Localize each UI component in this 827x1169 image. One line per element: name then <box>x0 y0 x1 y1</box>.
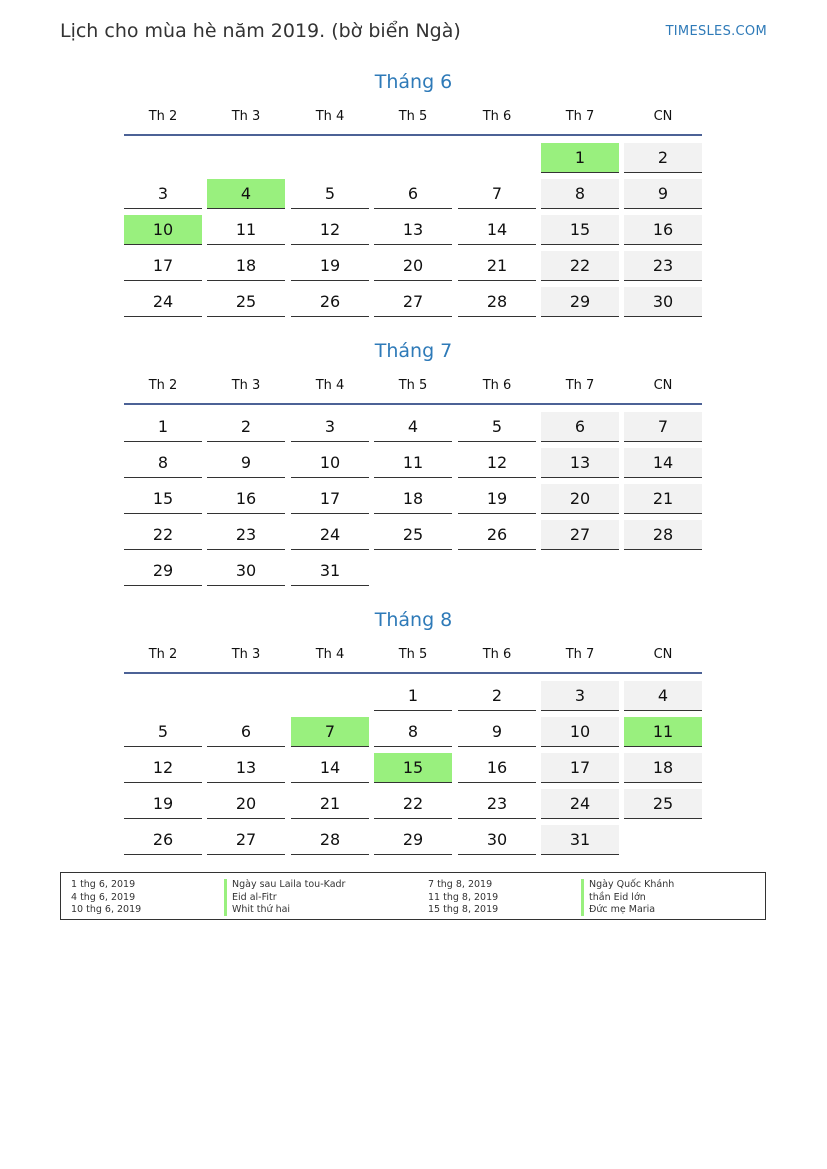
day-cell[interactable]: 5 <box>291 179 369 209</box>
day-cell[interactable]: 26 <box>124 825 202 855</box>
header-rule <box>124 403 702 405</box>
day-cell[interactable]: 26 <box>458 520 536 550</box>
header-rule <box>124 672 702 674</box>
day-cell[interactable]: 5 <box>458 412 536 442</box>
day-cell[interactable]: 20 <box>207 789 285 819</box>
weekday-label: Th 2 <box>148 378 178 393</box>
day-cell[interactable]: 9 <box>458 717 536 747</box>
weekday-label: Th 5 <box>398 378 428 393</box>
site-link[interactable]: TIMESLES.COM <box>665 24 767 39</box>
day-cell[interactable]: 5 <box>124 717 202 747</box>
day-cell[interactable]: 23 <box>458 789 536 819</box>
month-title: Tháng 6 <box>374 71 453 93</box>
day-cell[interactable]: 26 <box>291 287 369 317</box>
day-cell[interactable]: 22 <box>541 251 619 281</box>
day-cell-holiday[interactable]: 10 <box>124 215 202 245</box>
day-cell[interactable]: 24 <box>291 520 369 550</box>
legend-names-left <box>232 879 345 917</box>
month-title: Tháng 7 <box>374 340 453 362</box>
day-cell[interactable]: 19 <box>291 251 369 281</box>
day-cell[interactable]: 27 <box>374 287 452 317</box>
day-cell[interactable]: 2 <box>624 143 702 173</box>
weekday-label: CN <box>653 378 673 393</box>
day-cell[interactable]: 7 <box>624 412 702 442</box>
day-cell[interactable]: 15 <box>124 484 202 514</box>
day-cell[interactable]: 16 <box>458 753 536 783</box>
weekday-header <box>124 378 704 398</box>
day-cell[interactable]: 23 <box>624 251 702 281</box>
day-cell[interactable]: 9 <box>624 179 702 209</box>
day-cell[interactable]: 19 <box>124 789 202 819</box>
legend-name: Whit thứ hai <box>232 904 291 915</box>
day-cell[interactable]: 8 <box>374 717 452 747</box>
legend-name: Ngày Quốc Khánh <box>589 879 675 890</box>
day-cell[interactable]: 3 <box>541 681 619 711</box>
day-cell[interactable]: 17 <box>124 251 202 281</box>
weekday-label: CN <box>653 109 673 124</box>
day-cell[interactable]: 18 <box>207 251 285 281</box>
day-cell[interactable]: 12 <box>124 753 202 783</box>
weekday-label: CN <box>653 647 673 662</box>
weekday-label: Th 7 <box>565 378 595 393</box>
weekday-label: Th 4 <box>315 647 345 662</box>
legend-name: Đức mẹ Maria <box>589 904 656 915</box>
legend-names-right <box>589 879 674 917</box>
day-cell[interactable]: 3 <box>291 412 369 442</box>
day-cell[interactable]: 31 <box>541 825 619 855</box>
day-cell-holiday[interactable]: 1 <box>541 143 619 173</box>
weekday-label: Th 5 <box>398 109 428 124</box>
month-title: Tháng 8 <box>374 609 453 631</box>
day-cell[interactable]: 7 <box>458 179 536 209</box>
day-cell[interactable]: 13 <box>374 215 452 245</box>
day-cell[interactable]: 4 <box>624 681 702 711</box>
weekday-label: Th 6 <box>482 378 512 393</box>
legend-date: 7 thg 8, 2019 <box>428 879 493 890</box>
day-cell[interactable]: 10 <box>291 448 369 478</box>
weekday-label: Th 4 <box>315 378 345 393</box>
day-cell[interactable]: 10 <box>541 717 619 747</box>
day-cell[interactable]: 6 <box>374 179 452 209</box>
day-cell[interactable]: 1 <box>124 412 202 442</box>
day-cell[interactable]: 20 <box>374 251 452 281</box>
legend-holiday-bar <box>581 879 584 916</box>
legend-date: 1 thg 6, 2019 <box>71 879 136 890</box>
day-cell[interactable]: 30 <box>207 556 285 586</box>
legend-name: Ngày sau Laila tou-Kadr <box>232 879 346 890</box>
day-cell[interactable]: 22 <box>124 520 202 550</box>
legend-date: 4 thg 6, 2019 <box>71 891 136 903</box>
day-cell[interactable]: 6 <box>541 412 619 442</box>
day-cell-holiday[interactable]: 7 <box>291 717 369 747</box>
day-cell[interactable]: 16 <box>207 484 285 514</box>
legend-date: 15 thg 8, 2019 <box>428 904 499 915</box>
day-cell[interactable]: 11 <box>374 448 452 478</box>
day-cell[interactable]: 25 <box>207 287 285 317</box>
weekday-label: Th 3 <box>231 378 261 393</box>
day-cell[interactable]: 8 <box>124 448 202 478</box>
weekday-header <box>124 647 704 667</box>
day-cell[interactable]: 29 <box>541 287 619 317</box>
weekday-label: Th 7 <box>565 647 595 662</box>
day-cell[interactable]: 28 <box>291 825 369 855</box>
day-cell[interactable]: 12 <box>291 215 369 245</box>
weekday-header <box>124 109 704 129</box>
day-cell[interactable]: 29 <box>374 825 452 855</box>
day-cell[interactable]: 14 <box>624 448 702 478</box>
day-cell[interactable]: 12 <box>458 448 536 478</box>
weekday-label: Th 2 <box>148 109 178 124</box>
day-cell[interactable]: 1 <box>374 681 452 711</box>
day-cell[interactable]: 11 <box>207 215 285 245</box>
day-cell[interactable]: 16 <box>624 215 702 245</box>
weekday-label: Th 3 <box>231 109 261 124</box>
day-cell[interactable]: 13 <box>541 448 619 478</box>
day-cell[interactable]: 20 <box>541 484 619 514</box>
day-cell[interactable]: 15 <box>541 215 619 245</box>
day-cell[interactable]: 3 <box>124 179 202 209</box>
day-cell-holiday[interactable]: 4 <box>207 179 285 209</box>
day-cell[interactable]: 9 <box>207 448 285 478</box>
day-cell[interactable]: 31 <box>291 556 369 586</box>
legend-date: 11 thg 8, 2019 <box>428 891 499 903</box>
day-cell[interactable]: 14 <box>458 215 536 245</box>
day-cell[interactable]: 14 <box>291 753 369 783</box>
day-cell[interactable]: 17 <box>291 484 369 514</box>
day-cell[interactable]: 23 <box>207 520 285 550</box>
legend-name: thần Eid lớn <box>589 891 646 903</box>
day-cell[interactable]: 18 <box>624 753 702 783</box>
day-cell[interactable]: 21 <box>458 251 536 281</box>
day-cell[interactable]: 28 <box>458 287 536 317</box>
page-title: Lịch cho mùa hè năm 2019. (bờ biển Ngà) <box>60 20 461 42</box>
day-cell[interactable]: 24 <box>124 287 202 317</box>
day-cell-holiday[interactable]: 11 <box>624 717 702 747</box>
weekday-label: Th 4 <box>315 109 345 124</box>
day-cell[interactable]: 2 <box>207 412 285 442</box>
weekday-label: Th 3 <box>231 647 261 662</box>
day-cell[interactable]: 27 <box>207 825 285 855</box>
day-cell[interactable]: 24 <box>541 789 619 819</box>
legend-dates-left <box>71 879 141 917</box>
weekday-label: Th 5 <box>398 647 428 662</box>
day-cell[interactable]: 17 <box>541 753 619 783</box>
day-cell[interactable]: 19 <box>458 484 536 514</box>
day-cell[interactable]: 8 <box>541 179 619 209</box>
weekday-label: Th 7 <box>565 109 595 124</box>
day-cell[interactable]: 28 <box>624 520 702 550</box>
month-block <box>0 605 827 849</box>
day-cell[interactable]: 4 <box>374 412 452 442</box>
weekday-label: Th 6 <box>482 109 512 124</box>
day-cell[interactable]: 13 <box>207 753 285 783</box>
weekday-label: Th 6 <box>482 647 512 662</box>
day-cell[interactable]: 22 <box>374 789 452 819</box>
day-cell[interactable]: 18 <box>374 484 452 514</box>
weekday-label: Th 2 <box>148 647 178 662</box>
day-cell[interactable]: 2 <box>458 681 536 711</box>
day-cell[interactable]: 27 <box>541 520 619 550</box>
day-cell-holiday[interactable]: 15 <box>374 753 452 783</box>
legend-holiday-bar <box>224 879 227 916</box>
day-cell[interactable]: 21 <box>624 484 702 514</box>
month-block <box>0 67 827 311</box>
header-rule <box>124 134 702 136</box>
day-cell[interactable]: 25 <box>374 520 452 550</box>
legend-date: 10 thg 6, 2019 <box>71 904 142 915</box>
day-cell[interactable]: 25 <box>624 789 702 819</box>
day-cell[interactable]: 30 <box>458 825 536 855</box>
holiday-legend <box>60 872 766 920</box>
day-cell[interactable]: 30 <box>624 287 702 317</box>
legend-name: Eid al-Fitr <box>232 891 277 903</box>
day-cell[interactable]: 29 <box>124 556 202 586</box>
month-block <box>0 336 827 580</box>
day-cell[interactable]: 21 <box>291 789 369 819</box>
legend-dates-right <box>428 879 498 917</box>
day-cell[interactable]: 6 <box>207 717 285 747</box>
